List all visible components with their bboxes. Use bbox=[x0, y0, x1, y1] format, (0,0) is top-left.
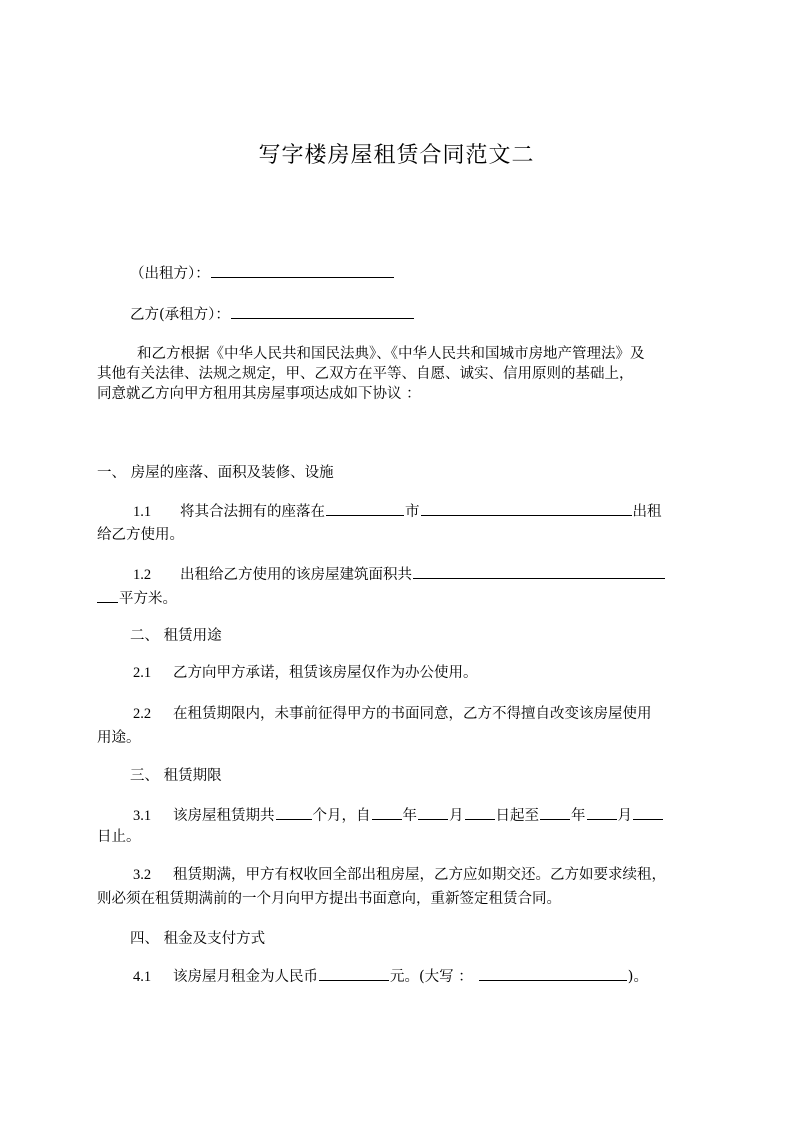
clause-2-2-number: 2.2 bbox=[133, 706, 152, 722]
clause-1-1-line-1 bbox=[133, 500, 662, 522]
clause-1-2-line-2 bbox=[97, 587, 177, 609]
start-day-blank[interactable] bbox=[465, 804, 495, 820]
clause-3-2-number: 3.2 bbox=[133, 867, 152, 883]
clause-1-1-text-b: 市 bbox=[405, 504, 420, 520]
clause-1-2-text-b: 平方米。 bbox=[119, 591, 177, 607]
clause-4-1-text-b: 元。(大写 ： bbox=[390, 969, 473, 985]
clause-4-1-text-a: 该房屋月租金为人民币 bbox=[173, 969, 318, 985]
clause-3-1-number: 3.1 bbox=[133, 808, 152, 824]
clause-1-1-text-c: 出租 bbox=[632, 504, 662, 520]
party-b-blank[interactable] bbox=[231, 303, 414, 319]
preamble-line-1: 和乙方根据《中华人民共和国民法典》、《中华人民共和国城市房地产管理法》及 bbox=[137, 346, 645, 362]
clause-3-2-line-1 bbox=[133, 865, 666, 885]
start-year-blank[interactable] bbox=[372, 804, 402, 820]
rent-amount-blank[interactable] bbox=[319, 965, 389, 981]
party-a-label: （出租方）： bbox=[130, 266, 210, 282]
clause-3-1-text-c: 年 bbox=[402, 808, 417, 824]
start-month-blank[interactable] bbox=[418, 804, 448, 820]
clause-3-1-text-a: 该房屋租赁期共 bbox=[173, 808, 275, 824]
clause-1-2-text-a: 出租给乙方使用的该房屋建筑面积共 bbox=[180, 567, 412, 583]
clause-1-2-line-1 bbox=[133, 563, 666, 585]
city-blank[interactable] bbox=[326, 500, 404, 516]
clause-2-2-line-2: 用途。 bbox=[97, 730, 141, 746]
end-month-blank[interactable] bbox=[587, 804, 617, 820]
clause-1-1-line-2: 给乙方使用。 bbox=[97, 527, 184, 543]
clause-2-2-text-a: 在租赁期限内，未事前征得甲方的书面同意，乙方不得擅自改变该房屋使用 bbox=[173, 706, 652, 722]
clause-3-1-text-b: 个月，自 bbox=[312, 808, 371, 824]
clause-3-1-text-d: 月 bbox=[449, 808, 464, 824]
clause-2-1-text: 乙方向甲方承诺，租赁该房屋仅作为办公使用。 bbox=[173, 665, 478, 681]
clause-3-2-text-a: 租赁期满，甲方有权收回全部出租房屋，乙方应如期交还。乙方如要求续租， bbox=[173, 867, 666, 883]
section-3-heading: 三、 租赁期限 bbox=[130, 768, 222, 784]
end-year-blank[interactable] bbox=[540, 804, 570, 820]
preamble-line-2: 其他有关法律、法规之规定，甲、乙双方在平等、自愿、诚实、信用原则的基础上， bbox=[97, 366, 634, 382]
rent-uppercase-blank[interactable] bbox=[479, 965, 627, 981]
clause-1-1-text-a: 将其合法拥有的座落在 bbox=[180, 504, 325, 520]
clause-2-2-line-1 bbox=[133, 704, 652, 724]
clause-3-1-line-2: 日止。 bbox=[97, 829, 141, 845]
document-title: 写字楼房屋租赁合同范文二 bbox=[258, 143, 535, 168]
party-a-line bbox=[130, 262, 395, 284]
section-4-heading: 四、 租金及支付方式 bbox=[130, 931, 266, 947]
clause-3-1-text-g: 月 bbox=[617, 808, 632, 824]
preamble-line-3: 同意就乙方向甲方租用其房屋事项达成如下协议 ： bbox=[97, 386, 421, 402]
party-b-line bbox=[130, 303, 415, 325]
area-blank-1[interactable] bbox=[413, 563, 665, 579]
address-blank[interactable] bbox=[421, 500, 632, 516]
clause-3-1-text-e: 日起至 bbox=[495, 808, 539, 824]
clause-1-1-number: 1.1 bbox=[133, 504, 152, 520]
area-blank-2[interactable] bbox=[97, 587, 118, 603]
months-blank[interactable] bbox=[276, 804, 312, 820]
party-a-blank[interactable] bbox=[211, 262, 394, 278]
clause-4-1-number: 4.1 bbox=[133, 969, 152, 985]
party-b-label: 乙方(承租方）： bbox=[130, 307, 230, 323]
clause-3-1-text-f: 年 bbox=[571, 808, 586, 824]
end-day-blank[interactable] bbox=[633, 804, 663, 820]
clause-2-1 bbox=[133, 663, 478, 683]
section-1-heading: 一、 房屋的座落、面积及装修、设施 bbox=[97, 465, 334, 481]
clause-4-1 bbox=[133, 965, 648, 987]
clause-3-2-line-2: 则必须在租赁期满前的一个月向甲方提出书面意向，重新签定租赁合同。 bbox=[97, 891, 561, 907]
clause-1-2-number: 1.2 bbox=[133, 567, 152, 583]
clause-3-1-line-1 bbox=[133, 804, 664, 826]
section-2-heading: 二、 租赁用途 bbox=[130, 628, 222, 644]
clause-4-1-text-c: )。 bbox=[627, 969, 648, 985]
clause-2-1-number: 2.1 bbox=[133, 665, 152, 681]
